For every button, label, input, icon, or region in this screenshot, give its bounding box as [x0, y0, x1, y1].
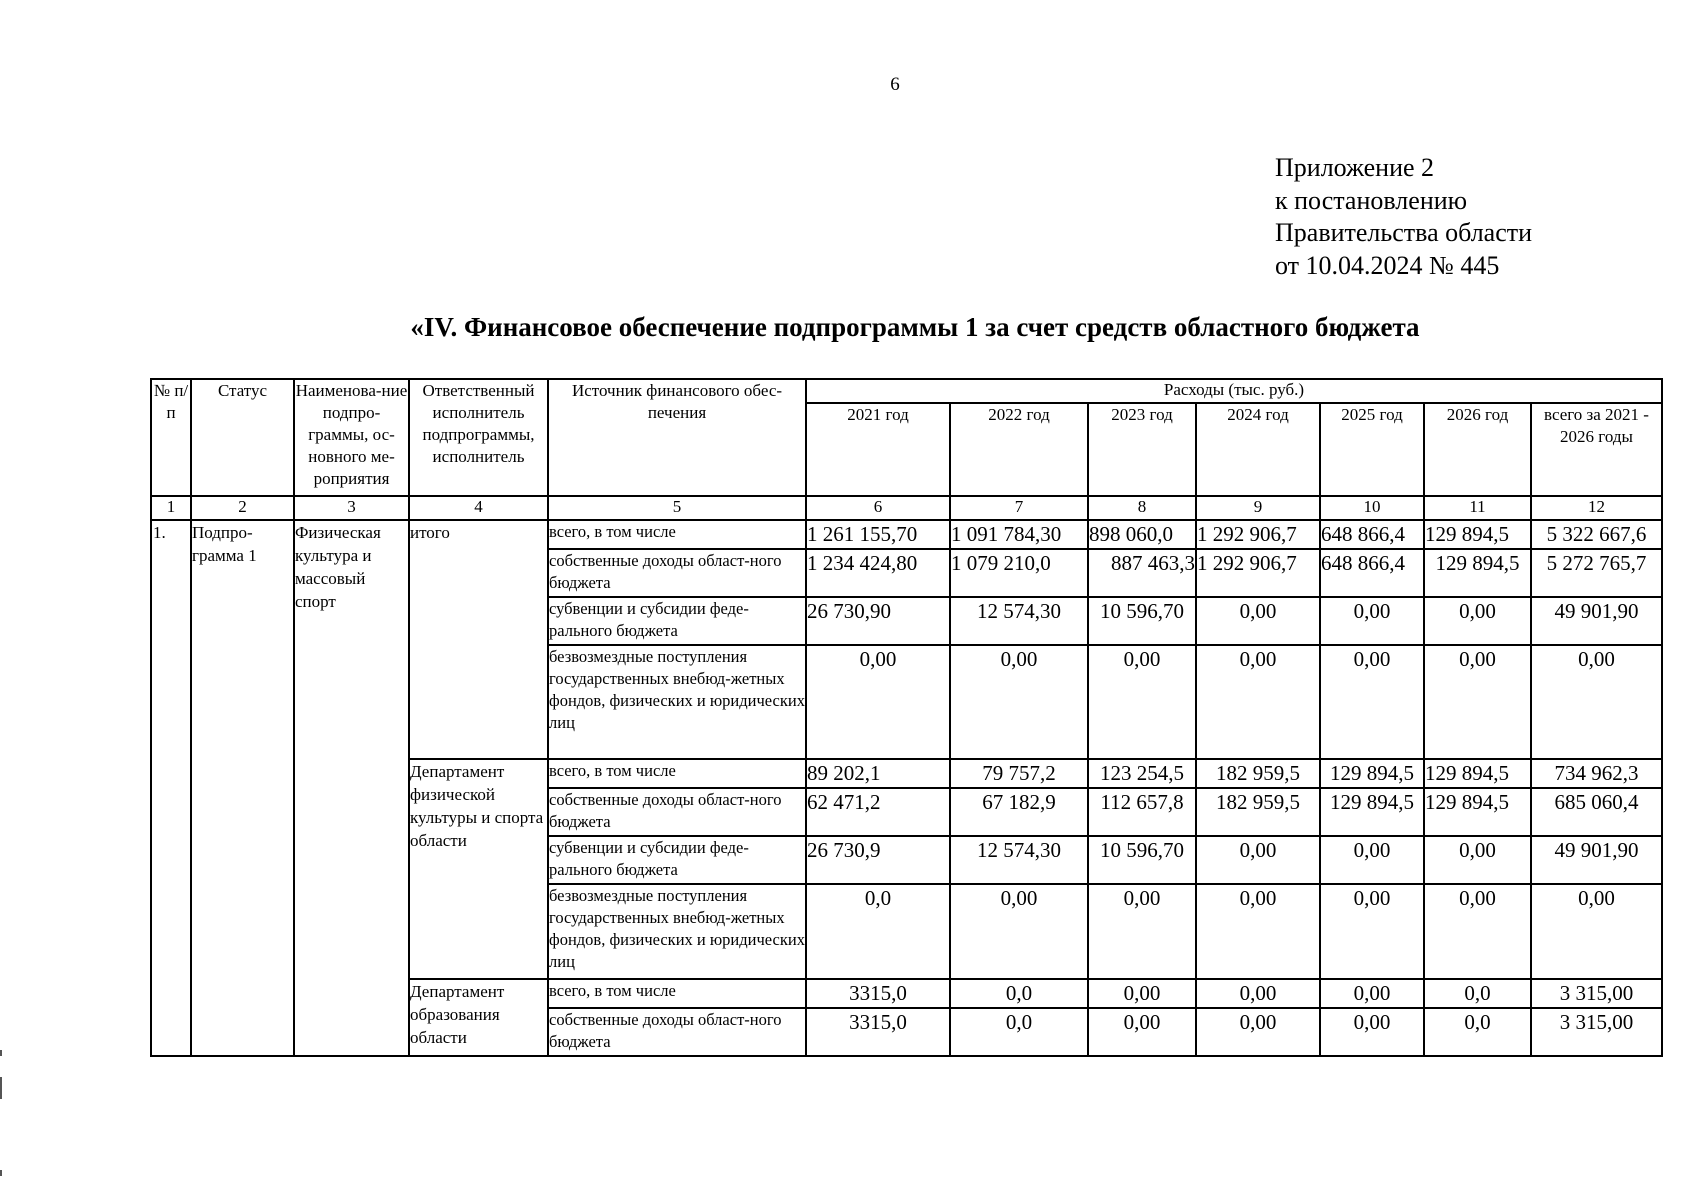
value-2024: 182 959,5	[1196, 788, 1320, 836]
row-source: всего, в том числе	[548, 759, 806, 788]
col-number: 7	[950, 496, 1088, 520]
header-year-2024: 2024 год	[1196, 403, 1320, 496]
value-2024: 0,00	[1196, 1008, 1320, 1056]
header-year-2022: 2022 год	[950, 403, 1088, 496]
scan-edge-mark	[0, 1050, 2, 1056]
value-2021: 89 202,1	[806, 759, 950, 788]
row-source: собственные доходы област-ного бюджета	[548, 788, 806, 836]
appendix-line-2: к постановлению	[1275, 185, 1468, 215]
header-source: Источник финансового обес-печения	[548, 379, 806, 496]
row-source: всего, в том числе	[548, 520, 806, 549]
value-2022: 67 182,9	[950, 788, 1088, 836]
financing-table	[150, 378, 1663, 1057]
col-number: 2	[191, 496, 294, 520]
value-2024: 182 959,5	[1196, 759, 1320, 788]
document-title: «IV. Финансовое обеспечение подпрограммы 1 за счет средств областного бюджета	[410, 312, 1420, 342]
value-2025: 0,00	[1320, 884, 1424, 979]
row-source: собственные доходы област-ного бюджета	[548, 549, 806, 597]
col-number: 12	[1531, 496, 1662, 520]
appendix-line-4: от 10.04.2024 № 445	[1275, 250, 1500, 280]
col-number: 6	[806, 496, 950, 520]
table-row	[151, 520, 1662, 549]
appendix-line-3: Правительства области	[1275, 218, 1533, 247]
value-total: 685 060,4	[1531, 788, 1662, 836]
row-source: всего, в том числе	[548, 979, 806, 1008]
row-source: безвозмездные поступления государственных внебюд-жетных фондов, физических и юридических лиц	[548, 645, 806, 759]
value-2021: 26 730,90	[806, 597, 950, 645]
value-2026: 0,0	[1424, 1008, 1531, 1056]
value-2026: 0,00	[1424, 884, 1531, 979]
value-total: 3 315,00	[1531, 1008, 1662, 1056]
value-2025: 0,00	[1320, 836, 1424, 884]
row-executor: Департамент физической культуры и спорта области	[409, 759, 548, 979]
value-2022: 79 757,2	[950, 759, 1088, 788]
value-2024: 0,00	[1196, 979, 1320, 1008]
value-2021: 0,0	[806, 884, 950, 979]
scan-edge-mark	[0, 1077, 2, 1099]
value-2022: 0,00	[950, 645, 1088, 759]
value-total: 5 322 667,6	[1531, 520, 1662, 549]
value-2026: 0,00	[1424, 597, 1531, 645]
value-total: 49 901,90	[1531, 836, 1662, 884]
header-total: всего за 2021 - 2026 годы	[1531, 403, 1662, 496]
row-source: собственные доходы област-ного бюджета	[548, 1008, 806, 1056]
row-executor: Департамент образования области	[409, 979, 548, 1056]
value-2025: 129 894,5	[1320, 759, 1424, 788]
value-2023: 898 060,0	[1088, 520, 1196, 549]
value-total: 5 272 765,7	[1531, 549, 1662, 597]
value-2025: 0,00	[1320, 645, 1424, 759]
value-2023: 112 657,8	[1088, 788, 1196, 836]
value-2021: 3315,0	[806, 1008, 950, 1056]
column-number-row	[151, 496, 1662, 520]
value-2021: 1 234 424,80	[806, 549, 950, 597]
value-2025: 129 894,5	[1320, 788, 1424, 836]
value-2021: 26 730,9	[806, 836, 950, 884]
value-2023: 10 596,70	[1088, 836, 1196, 884]
value-2023: 0,00	[1088, 1008, 1196, 1056]
col-number: 4	[409, 496, 548, 520]
value-total: 49 901,90	[1531, 597, 1662, 645]
col-number: 8	[1088, 496, 1196, 520]
col-number: 11	[1424, 496, 1531, 520]
value-2024: 0,00	[1196, 645, 1320, 759]
value-2022: 12 574,30	[950, 597, 1088, 645]
value-2026: 0,0	[1424, 979, 1531, 1008]
value-2023: 0,00	[1088, 645, 1196, 759]
value-2022: 0,00	[950, 884, 1088, 979]
value-2021: 0,00	[806, 645, 950, 759]
value-2023: 10 596,70	[1088, 597, 1196, 645]
value-2022: 1 079 210,0	[950, 549, 1088, 597]
value-2025: 0,00	[1320, 1008, 1424, 1056]
page-number: 6	[890, 74, 900, 95]
value-total: 3 315,00	[1531, 979, 1662, 1008]
value-2022: 0,0	[950, 1008, 1088, 1056]
header-name: Наименова-ние подпро-граммы, ос-новного ме-роприятия	[294, 379, 409, 496]
value-2023: 0,00	[1088, 884, 1196, 979]
row-source: безвозмездные поступления государственных внебюд-жетных фондов, физических и юридических лиц	[548, 884, 806, 979]
value-2025: 648 866,4	[1320, 520, 1424, 549]
value-2021: 62 471,2	[806, 788, 950, 836]
value-2021: 3315,0	[806, 979, 950, 1008]
row-subprogram-name: Физическая культура и массовый спорт	[294, 520, 409, 1056]
scan-edge-mark	[0, 1170, 2, 1176]
value-2026: 0,00	[1424, 645, 1531, 759]
value-2023: 0,00	[1088, 979, 1196, 1008]
value-2024: 0,00	[1196, 884, 1320, 979]
value-total: 0,00	[1531, 884, 1662, 979]
header-status: Статус	[191, 379, 294, 496]
value-2024: 1 292 906,7	[1196, 549, 1320, 597]
header-num: № п/п	[151, 379, 191, 496]
row-source: субвенции и субсидии феде-рального бюджета	[548, 597, 806, 645]
value-2026: 129 894,5	[1424, 549, 1531, 597]
value-2026: 129 894,5	[1424, 520, 1531, 549]
row-executor: итого	[409, 520, 548, 759]
row-number: 1.	[151, 520, 191, 1056]
value-2025: 0,00	[1320, 597, 1424, 645]
value-2022: 1 091 784,30	[950, 520, 1088, 549]
header-row-1	[151, 379, 1662, 403]
value-2025: 0,00	[1320, 979, 1424, 1008]
row-status: Подпро-грамма 1	[191, 520, 294, 1056]
col-number: 9	[1196, 496, 1320, 520]
value-2025: 648 866,4	[1320, 549, 1424, 597]
value-2024: 1 292 906,7	[1196, 520, 1320, 549]
value-2024: 0,00	[1196, 836, 1320, 884]
col-number: 3	[294, 496, 409, 520]
value-2022: 0,0	[950, 979, 1088, 1008]
header-year-2023: 2023 год	[1088, 403, 1196, 496]
value-2023: 887 463,3	[1088, 549, 1196, 597]
col-number: 5	[548, 496, 806, 520]
value-2024: 0,00	[1196, 597, 1320, 645]
row-source: субвенции и субсидии феде-рального бюджета	[548, 836, 806, 884]
header-year-2021: 2021 год	[806, 403, 950, 496]
value-total: 0,00	[1531, 645, 1662, 759]
value-total: 734 962,3	[1531, 759, 1662, 788]
value-2022: 12 574,30	[950, 836, 1088, 884]
value-2026: 129 894,5	[1424, 788, 1531, 836]
value-2021: 1 261 155,70	[806, 520, 950, 549]
header-executor: Ответственный исполнитель подпрограммы, исполнитель	[409, 379, 548, 496]
appendix-block	[1275, 152, 1532, 282]
col-number: 1	[151, 496, 191, 520]
header-expenses: Расходы (тыс. руб.)	[806, 379, 1662, 403]
value-2026: 129 894,5	[1424, 759, 1531, 788]
value-2026: 0,00	[1424, 836, 1531, 884]
header-year-2026: 2026 год	[1424, 403, 1531, 496]
col-number: 10	[1320, 496, 1424, 520]
header-year-2025: 2025 год	[1320, 403, 1424, 496]
value-2023: 123 254,5	[1088, 759, 1196, 788]
appendix-line-1: Приложение 2	[1275, 153, 1435, 182]
